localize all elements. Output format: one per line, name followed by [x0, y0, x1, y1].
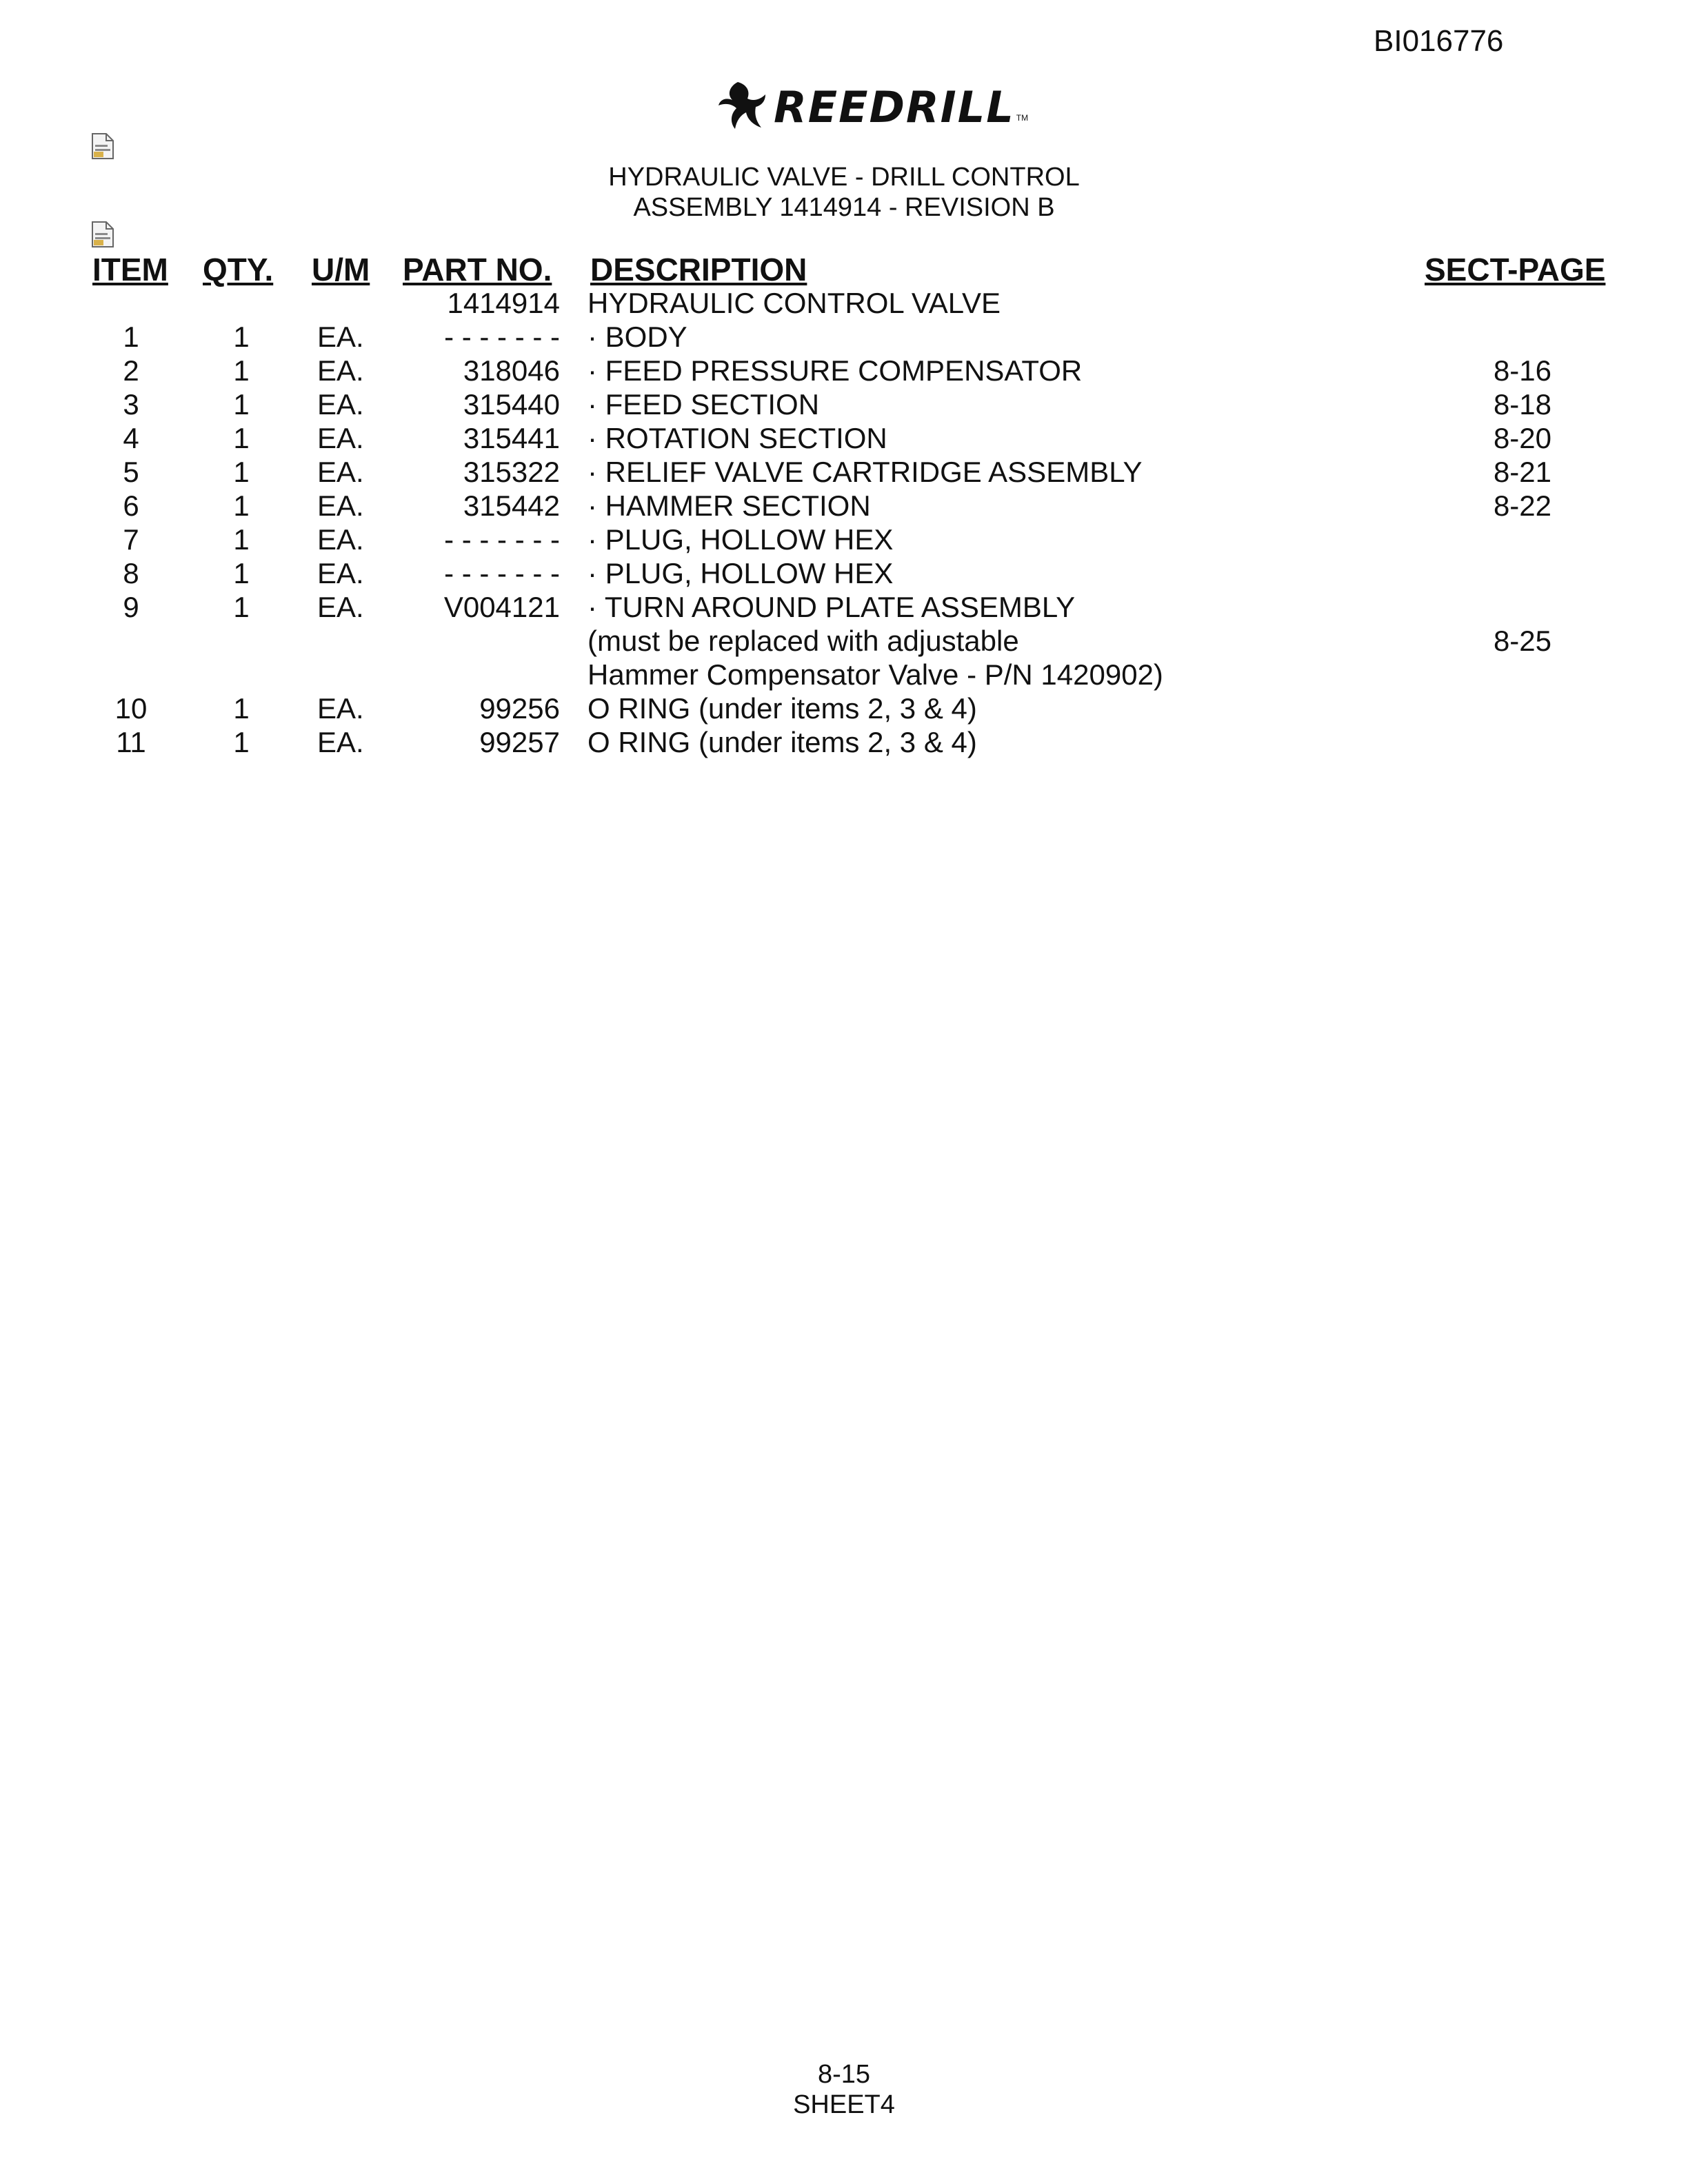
- cell-item: 10: [114, 692, 148, 725]
- cell-description: (must be replaced with adjustable: [587, 625, 1019, 657]
- cell-description: · ROTATION SECTION: [587, 422, 887, 454]
- cell-part-no: 1414914: [447, 287, 560, 319]
- cell-description: O RING (under items 2, 3 & 4): [587, 692, 977, 725]
- cell-item: 9: [123, 591, 139, 623]
- cell-part-no: - - - - - - -: [444, 557, 560, 589]
- logo-trademark: TM: [1016, 113, 1029, 123]
- cell-sect-page: 8-16: [1493, 354, 1551, 387]
- cell-um: EA.: [317, 523, 364, 556]
- cell-item: 7: [123, 523, 139, 556]
- cell-sect-page: 8-18: [1493, 388, 1551, 421]
- cell-part-no: 315322: [463, 456, 560, 488]
- cell-part-no: 315440: [463, 388, 560, 421]
- cell-qty: 1: [233, 692, 250, 725]
- header-qty: QTY.: [203, 252, 274, 287]
- cell-description: · PLUG, HOLLOW HEX: [587, 557, 894, 589]
- cell-qty: 1: [233, 726, 250, 758]
- cell-description: · TURN AROUND PLATE ASSEMBLY: [587, 591, 1076, 623]
- cell-um: EA.: [317, 557, 364, 589]
- cell-um: EA.: [317, 692, 364, 725]
- header-um: U/M: [312, 252, 370, 287]
- reedrill-swirl-icon: [717, 79, 767, 134]
- footer-page-number: 8-15: [817, 2060, 871, 2089]
- cell-description: · FEED PRESSURE COMPENSATOR: [587, 354, 1083, 387]
- cell-qty: 1: [233, 388, 250, 421]
- cell-item: 1: [123, 321, 139, 353]
- header-item: ITEM: [92, 252, 168, 287]
- cell-um: EA.: [317, 422, 364, 454]
- cell-item: 11: [116, 726, 146, 758]
- cell-qty: 1: [233, 591, 250, 623]
- attachment-icon[interactable]: [91, 221, 114, 248]
- cell-um: EA.: [317, 388, 364, 421]
- cell-part-no: - - - - - - -: [444, 321, 560, 353]
- header-description: DESCRIPTION: [590, 252, 807, 287]
- cell-sect-page: 8-21: [1493, 456, 1551, 488]
- cell-part-no: V004121: [443, 591, 560, 623]
- header-sect-page: SECT-PAGE: [1425, 252, 1606, 287]
- cell-description: · RELIEF VALVE CARTRIDGE ASSEMBLY: [587, 456, 1143, 488]
- footer-sheet: SHEET4: [793, 2090, 895, 2119]
- cell-qty: 1: [233, 354, 250, 387]
- cell-item: 8: [123, 557, 139, 589]
- cell-sect-page: 8-25: [1493, 625, 1551, 657]
- cell-um: EA.: [317, 489, 364, 522]
- cell-item: 3: [123, 388, 139, 421]
- cell-um: EA.: [317, 591, 364, 623]
- cell-part-no: 315442: [463, 489, 560, 522]
- cell-item: 5: [123, 456, 139, 488]
- cell-sect-page: 8-20: [1493, 422, 1551, 454]
- cell-description: · BODY: [587, 321, 687, 353]
- document-title: HYDRAULIC VALVE - DRILL CONTROL: [608, 163, 1080, 192]
- cell-um: EA.: [317, 321, 364, 353]
- cell-description: HYDRAULIC CONTROL VALVE: [587, 287, 1001, 319]
- document-id: BI016776: [1374, 24, 1504, 58]
- cell-um: EA.: [317, 354, 364, 387]
- logo-wordmark: REEDRILL: [774, 81, 1015, 132]
- cell-item: 4: [123, 422, 139, 454]
- reedrill-logo: [717, 76, 1028, 138]
- cell-description: · HAMMER SECTION: [587, 489, 871, 522]
- cell-part-no: - - - - - - -: [444, 523, 560, 556]
- cell-qty: 1: [233, 422, 250, 454]
- cell-description: O RING (under items 2, 3 & 4): [587, 726, 977, 758]
- cell-um: EA.: [317, 456, 364, 488]
- cell-qty: 1: [233, 489, 250, 522]
- cell-sect-page: 8-22: [1493, 489, 1551, 522]
- document-subtitle: ASSEMBLY 1414914 - REVISION B: [633, 193, 1055, 222]
- cell-qty: 1: [233, 456, 250, 488]
- cell-qty: 1: [233, 523, 250, 556]
- attachment-icon[interactable]: [91, 132, 114, 160]
- cell-um: EA.: [317, 726, 364, 758]
- cell-qty: 1: [233, 321, 250, 353]
- cell-description: Hammer Compensator Valve - P/N 1420902): [587, 658, 1163, 691]
- cell-part-no: 318046: [463, 354, 560, 387]
- cell-part-no: 99257: [479, 726, 560, 758]
- cell-description: · FEED SECTION: [587, 388, 820, 421]
- header-part-no: PART NO.: [403, 252, 552, 287]
- cell-qty: 1: [233, 557, 250, 589]
- cell-item: 6: [123, 489, 139, 522]
- cell-part-no: 99256: [479, 692, 560, 725]
- cell-description: · PLUG, HOLLOW HEX: [587, 523, 894, 556]
- cell-item: 2: [123, 354, 139, 387]
- cell-part-no: 315441: [463, 422, 560, 454]
